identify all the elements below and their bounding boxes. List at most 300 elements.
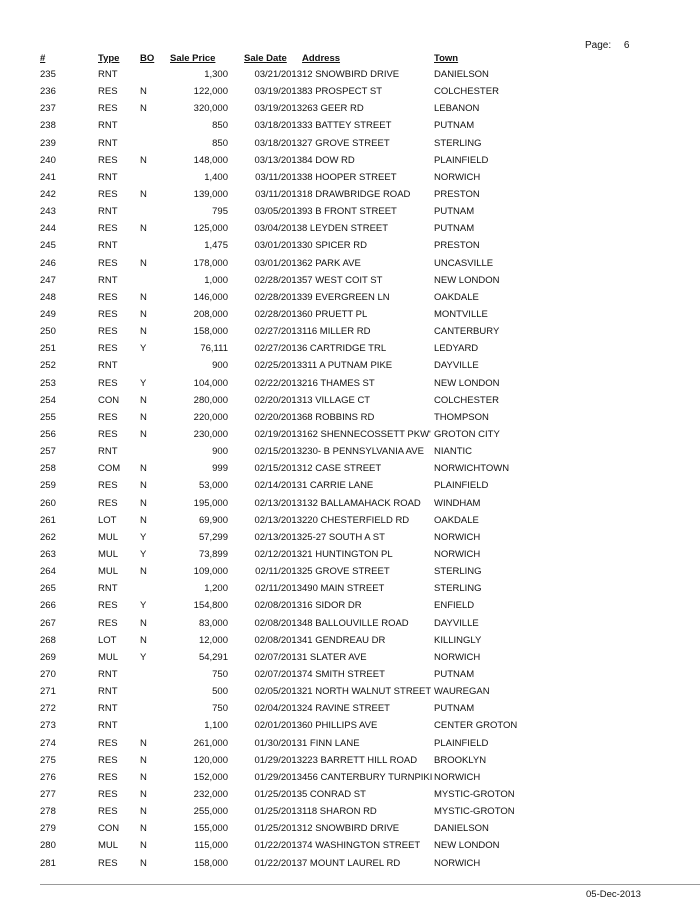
cell-town: MYSTIC-GROTON	[434, 788, 515, 800]
cell-num: 257	[40, 446, 56, 458]
table-row	[40, 392, 544, 409]
cell-gap	[228, 649, 244, 666]
table-row	[40, 323, 544, 340]
cell-sale-date: 02/04/2013	[254, 703, 302, 715]
cell-num: 251	[40, 343, 56, 355]
cell-bo: N	[140, 394, 147, 406]
cell-bo	[140, 135, 170, 152]
cell-town: DANIELSON	[434, 69, 489, 81]
cell-address: 13 VILLAGE CT	[302, 394, 371, 406]
cell-gap	[228, 666, 244, 683]
cell-type: MUL	[98, 651, 119, 663]
header-town: Town	[434, 52, 459, 64]
cell-sale-price: 195,000	[193, 497, 228, 509]
cell-gap	[228, 289, 244, 306]
cell-sale-price: 57,299	[198, 531, 228, 543]
cell-bo: N	[140, 737, 147, 749]
cell-town: LEBANON	[434, 103, 480, 115]
cell-num: 275	[40, 754, 56, 766]
header-bo: BO	[140, 52, 155, 64]
cell-type: MUL	[98, 531, 119, 543]
cell-bo	[140, 357, 170, 374]
cell-town: WINDHAM	[434, 497, 481, 509]
cell-num: 280	[40, 840, 56, 852]
table-row	[40, 460, 544, 477]
cell-gap	[228, 495, 244, 512]
cell-town: BROOKLYN	[434, 754, 487, 766]
cell-gap	[228, 580, 244, 597]
cell-address: 62 PARK AVE	[302, 257, 361, 269]
cell-num: 266	[40, 600, 56, 612]
table-row	[40, 512, 544, 529]
cell-address: 220 CHESTERFIELD RD	[302, 514, 410, 526]
table-row	[40, 186, 544, 203]
cell-bo	[140, 66, 170, 83]
cell-sale-price: 850	[212, 137, 228, 149]
cell-town: OAKDALE	[434, 291, 479, 303]
cell-type: RNT	[98, 703, 118, 715]
cell-type: RNT	[98, 171, 118, 183]
cell-type: CON	[98, 823, 120, 835]
cell-num: 263	[40, 549, 56, 560]
cell-bo: N	[140, 291, 147, 303]
cell-town: PUTNAM	[434, 668, 475, 680]
cell-sale-date: 02/12/2013	[254, 549, 302, 560]
cell-num: 258	[40, 463, 56, 475]
cell-num: 253	[40, 377, 56, 389]
table-row	[40, 666, 544, 683]
cell-gap	[228, 100, 244, 117]
cell-address: 1 FINN LANE	[302, 737, 360, 749]
cell-address: 223 BARRETT HILL ROAD	[302, 754, 418, 766]
table-row	[40, 529, 544, 546]
cell-gap	[228, 135, 244, 152]
cell-sale-date: 01/29/2013	[254, 754, 302, 766]
table-row	[40, 717, 544, 734]
table-row	[40, 66, 544, 83]
cell-bo	[140, 666, 170, 683]
cell-sale-date: 03/18/2013	[254, 137, 302, 149]
cell-sale-date: 02/14/2013	[254, 480, 302, 492]
cell-address: 60 PHILLIPS AVE	[302, 720, 378, 732]
cell-bo	[140, 117, 170, 134]
table-row	[40, 854, 544, 871]
cell-sale-price: 139,000	[193, 189, 228, 201]
cell-num: 238	[40, 120, 56, 132]
cell-sale-price: 900	[212, 446, 228, 458]
cell-sale-date: 02/13/2013	[254, 531, 302, 543]
cell-bo	[140, 169, 170, 186]
cell-sale-date: 02/22/2013	[254, 377, 302, 389]
cell-sale-price: 750	[212, 703, 228, 715]
cell-sale-price: 178,000	[193, 257, 228, 269]
cell-town: LEDYARD	[434, 343, 479, 355]
table-row	[40, 409, 544, 426]
cell-type: RNT	[98, 69, 118, 81]
cell-gap	[228, 615, 244, 632]
table-row	[40, 255, 544, 272]
cell-type: RES	[98, 257, 118, 269]
cell-address: 24 RAVINE STREET	[302, 703, 390, 715]
cell-town: NORWICH	[434, 549, 481, 560]
cell-gap	[228, 632, 244, 649]
table-row	[40, 203, 544, 220]
cell-bo	[140, 683, 170, 700]
cell-sale-date: 03/21/2013	[254, 69, 302, 81]
cell-town: THOMPSON	[434, 411, 489, 423]
cell-type: RNT	[98, 583, 118, 595]
cell-town: OAKDALE	[434, 514, 479, 526]
cell-type: RES	[98, 154, 118, 166]
table-row	[40, 152, 544, 169]
cell-bo: N	[140, 429, 147, 441]
table-row	[40, 820, 544, 837]
cell-gap	[228, 323, 244, 340]
cell-num: 254	[40, 394, 56, 406]
cell-sale-price: 1,100	[204, 720, 228, 732]
cell-sale-date: 02/08/2013	[254, 617, 302, 629]
cell-bo: N	[140, 771, 147, 783]
cell-address: 83 PROSPECT ST	[302, 86, 383, 98]
cell-num: 265	[40, 583, 56, 595]
table-row	[40, 752, 544, 769]
cell-address: 39 EVERGREEN LN	[302, 291, 390, 303]
cell-sale-date: 01/22/2013	[254, 840, 302, 852]
table-row	[40, 837, 544, 854]
cell-type: RES	[98, 411, 118, 423]
cell-gap	[228, 752, 244, 769]
cell-address: 21 HUNTINGTON PL	[302, 549, 393, 560]
table-row	[40, 803, 544, 820]
cell-sale-price: 69,900	[198, 514, 228, 526]
header-num: #	[40, 52, 46, 64]
table-row	[40, 786, 544, 803]
cell-num: 260	[40, 497, 56, 509]
cell-town: NORWICH	[434, 857, 481, 869]
cell-sale-price: 146,000	[193, 291, 228, 303]
cell-address: 6 CARTRIDGE TRL	[302, 343, 387, 355]
cell-bo: N	[140, 840, 147, 852]
cell-town: STERLING	[434, 583, 482, 595]
cell-sale-price: 53,000	[198, 480, 228, 492]
cell-town: NEW LONDON	[434, 274, 500, 286]
cell-address: 311 A PUTNAM PIKE	[302, 360, 393, 372]
cell-type: RNT	[98, 137, 118, 149]
cell-type: RES	[98, 103, 118, 115]
cell-address: 25-27 SOUTH A ST	[302, 531, 385, 543]
header-address: Address	[302, 52, 341, 64]
table-row	[40, 289, 544, 306]
cell-town: WAUREGAN	[434, 686, 490, 698]
cell-sale-price: 1,000	[204, 274, 228, 286]
cell-num: 269	[40, 651, 56, 663]
cell-num: 278	[40, 806, 56, 818]
cell-sale-price: 154,800	[193, 600, 228, 612]
cell-town: PRESTON	[434, 189, 480, 201]
cell-bo: N	[140, 754, 147, 766]
cell-sale-date: 03/11/2013	[255, 189, 302, 201]
cell-sale-date: 03/13/2013	[254, 154, 302, 166]
cell-type: RES	[98, 377, 118, 389]
cell-type: RES	[98, 343, 118, 355]
cell-sale-date: 01/25/2013	[254, 823, 302, 835]
cell-sale-price: 900	[212, 360, 228, 372]
cell-town: NEW LONDON	[434, 840, 500, 852]
cell-town: STERLING	[434, 566, 482, 578]
cell-gap	[228, 717, 244, 734]
cell-bo: N	[140, 788, 147, 800]
cell-gap	[228, 683, 244, 700]
cell-num: 248	[40, 291, 56, 303]
table-row	[40, 477, 544, 494]
table-row	[40, 272, 544, 289]
cell-sale-date: 01/25/2013	[254, 788, 302, 800]
cell-bo: N	[140, 189, 147, 201]
cell-sale-date: 03/11/2013	[255, 171, 302, 183]
cell-bo: Y	[140, 377, 147, 389]
table-row	[40, 700, 544, 717]
cell-sale-date: 03/18/2013	[254, 120, 302, 132]
cell-num: 241	[40, 171, 56, 183]
cell-num: 281	[40, 857, 56, 869]
cell-address: 12 CASE STREET	[302, 463, 382, 475]
cell-address: 93 B FRONT STREET	[302, 206, 397, 218]
cell-type: RNT	[98, 240, 118, 252]
cell-num: 246	[40, 257, 56, 269]
cell-gap	[228, 597, 244, 614]
table-row	[40, 734, 544, 751]
cell-bo: Y	[140, 549, 147, 560]
cell-type: RES	[98, 857, 118, 869]
cell-gap	[228, 83, 244, 100]
cell-type: MUL	[98, 549, 119, 560]
cell-sale-price: 795	[212, 206, 228, 218]
cell-town: MONTVILLE	[434, 309, 488, 321]
cell-type: RES	[98, 600, 118, 612]
cell-town: NIANTIC	[434, 446, 472, 458]
cell-type: RES	[98, 326, 118, 338]
cell-town: GROTON CITY	[434, 429, 500, 441]
cell-sale-price: 230,000	[193, 429, 228, 441]
cell-sale-price: 280,000	[193, 394, 228, 406]
page-label: Page:	[585, 40, 612, 51]
cell-bo: N	[140, 411, 147, 423]
header-type: Type	[98, 52, 120, 64]
cell-sale-price: 155,000	[193, 823, 228, 835]
cell-sale-price: 750	[212, 668, 228, 680]
cell-num: 250	[40, 326, 56, 338]
cell-sale-date: 02/15/2013	[254, 463, 302, 475]
cell-sale-price: 1,475	[204, 240, 228, 252]
cell-town: PUTNAM	[434, 703, 475, 715]
cell-address: 68 ROBBINS RD	[302, 411, 375, 423]
cell-bo: Y	[140, 531, 147, 543]
cell-gap	[228, 820, 244, 837]
cell-address: 116 MILLER RD	[302, 326, 371, 338]
cell-town: KILLINGLY	[434, 634, 482, 646]
cell-type: RNT	[98, 668, 118, 680]
cell-sale-date: 02/01/2013	[254, 720, 302, 732]
cell-sale-date: 02/13/2013	[254, 497, 302, 509]
cell-sale-price: 54,291	[198, 651, 228, 663]
cell-gap	[228, 409, 244, 426]
cell-sale-date: 02/07/2013	[254, 668, 302, 680]
cell-num: 271	[40, 686, 56, 698]
table-row	[40, 375, 544, 392]
cell-sale-price: 255,000	[193, 806, 228, 818]
cell-bo: N	[140, 857, 147, 869]
cell-num: 261	[40, 514, 56, 526]
table-header-row	[40, 50, 544, 66]
cell-num: 239	[40, 137, 56, 149]
cell-address: 118 SHARON RD	[302, 806, 377, 818]
cell-sale-price: 500	[212, 686, 228, 698]
cell-town: UNCASVILLE	[434, 257, 494, 269]
cell-town: PLAINFIELD	[434, 737, 489, 749]
cell-sale-date: 03/01/2013	[254, 240, 302, 252]
cell-bo	[140, 203, 170, 220]
cell-gap	[228, 237, 244, 254]
page-indicator	[585, 40, 629, 51]
cell-town: NORWICH	[434, 771, 481, 783]
cell-sale-price: 208,000	[193, 309, 228, 321]
cell-type: RES	[98, 429, 118, 441]
cell-address: 7 MOUNT LAUREL RD	[302, 857, 401, 869]
table-row	[40, 563, 544, 580]
cell-sale-date: 01/25/2013	[254, 806, 302, 818]
cell-type: RNT	[98, 446, 118, 458]
cell-num: 240	[40, 154, 56, 166]
cell-sale-date: 02/07/2013	[254, 651, 302, 663]
cell-type: LOT	[98, 514, 117, 526]
cell-town: CANTERBURY	[434, 326, 500, 338]
cell-sale-price: 125,000	[193, 223, 228, 235]
cell-town: DAYVILLE	[434, 617, 479, 629]
cell-address: 41 GENDREAU DR	[302, 634, 386, 646]
table-row	[40, 443, 544, 460]
cell-bo: N	[140, 326, 147, 338]
cell-address: 1 CARRIE LANE	[302, 480, 374, 492]
cell-num: 252	[40, 360, 56, 372]
cell-type: RES	[98, 291, 118, 303]
cell-town: NORWICH	[434, 531, 481, 543]
cell-sale-price: 109,000	[193, 566, 228, 578]
cell-town: DANIELSON	[434, 823, 489, 835]
table-row	[40, 357, 544, 374]
cell-type: RES	[98, 86, 118, 98]
cell-town: PUTNAM	[434, 206, 475, 218]
cell-num: 270	[40, 668, 56, 680]
cell-type: RES	[98, 806, 118, 818]
cell-address: 16 SIDOR DR	[302, 600, 362, 612]
sales-table	[40, 50, 544, 872]
cell-address: 38 HOOPER STREET	[302, 171, 397, 183]
table-row	[40, 100, 544, 117]
cell-type: LOT	[98, 634, 117, 646]
cell-num: 272	[40, 703, 56, 715]
cell-gap	[228, 426, 244, 443]
cell-type: RES	[98, 480, 118, 492]
cell-sale-price: 999	[212, 463, 228, 475]
cell-gap	[228, 734, 244, 751]
cell-num: 247	[40, 274, 56, 286]
cell-address: 30 SPICER RD	[302, 240, 367, 252]
cell-bo: Y	[140, 600, 147, 612]
cell-sale-date: 02/08/2013	[254, 600, 302, 612]
cell-num: 243	[40, 206, 56, 218]
cell-num: 236	[40, 86, 56, 98]
cell-type: RES	[98, 617, 118, 629]
cell-type: RNT	[98, 360, 118, 372]
cell-bo: N	[140, 463, 147, 475]
cell-sale-price: 115,000	[194, 840, 228, 852]
cell-gap	[228, 186, 244, 203]
cell-type: RES	[98, 309, 118, 321]
cell-type: COM	[98, 463, 121, 475]
cell-sale-date: 02/19/2013	[254, 429, 302, 441]
table-body	[40, 66, 544, 872]
cell-sale-date: 02/08/2013	[254, 634, 302, 646]
cell-bo: N	[140, 480, 147, 492]
cell-sale-price: 1,400	[204, 171, 228, 183]
cell-type: RNT	[98, 120, 118, 132]
cell-address: 21 NORTH WALNUT STREET	[302, 686, 432, 698]
cell-sale-date: 01/30/2013	[254, 737, 302, 749]
cell-type: MUL	[98, 840, 119, 852]
cell-num: 279	[40, 823, 56, 835]
cell-type: RNT	[98, 274, 118, 286]
cell-address: 74 WASHINGTON STREET	[302, 840, 421, 852]
cell-address: 456 CANTERBURY TURNPIKI	[302, 771, 433, 783]
cell-address: 490 MAIN STREET	[302, 583, 385, 595]
cell-sale-price: 148,000	[193, 154, 228, 166]
cell-sale-date: 03/19/2013	[254, 103, 302, 115]
cell-gap	[228, 220, 244, 237]
cell-bo: N	[140, 309, 147, 321]
cell-num: 259	[40, 480, 56, 492]
cell-address: 132 BALLAMAHACK ROAD	[302, 497, 421, 509]
cell-gap	[228, 803, 244, 820]
cell-num: 276	[40, 771, 56, 783]
cell-bo: N	[140, 497, 147, 509]
cell-town: DAYVILLE	[434, 360, 479, 372]
cell-type: RNT	[98, 720, 118, 732]
header-sale-price: Sale Price	[170, 52, 216, 64]
cell-address: 33 BATTEY STREET	[302, 120, 392, 132]
cell-town: COLCHESTER	[434, 86, 499, 98]
cell-sale-price: 158,000	[193, 326, 228, 338]
cell-sale-date: 03/05/2013	[254, 206, 302, 218]
cell-town: NEW LONDON	[434, 377, 500, 389]
cell-address: 162 SHENNECOSSETT PKW'	[302, 429, 431, 441]
cell-gap	[228, 837, 244, 854]
cell-address: 25 GROVE STREET	[302, 566, 390, 578]
cell-sale-date: 02/13/2013	[254, 514, 302, 526]
cell-sale-date: 02/28/2013	[254, 309, 302, 321]
cell-num: 273	[40, 720, 56, 732]
cell-sale-price: 850	[212, 120, 228, 132]
cell-type: CON	[98, 394, 120, 406]
cell-gap	[228, 306, 244, 323]
cell-sale-date: 03/04/2013	[254, 223, 302, 235]
cell-bo: N	[140, 154, 147, 166]
cell-address: 18 DRAWBRIDGE ROAD	[302, 189, 411, 201]
cell-sale-date: 01/29/2013	[254, 771, 302, 783]
cell-town: COLCHESTER	[434, 394, 499, 406]
cell-gap	[228, 854, 244, 871]
cell-address: 57 WEST COIT ST	[302, 274, 383, 286]
table-row	[40, 83, 544, 100]
